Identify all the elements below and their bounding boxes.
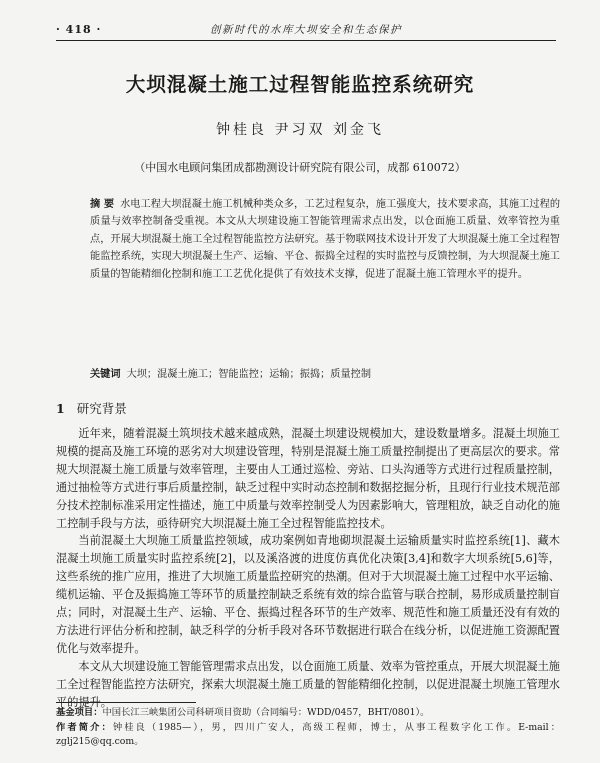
authors: 钟桂良 尹习双 刘金飞 [216,122,384,138]
author-text: 钟桂良（1985—），男，四川广安人，高级工程师，博士，从事工程数字化工作。E-mail：zglj215@qq.com。 [56,721,560,747]
keywords [90,366,560,383]
keywords-label: 关键词 [90,368,121,380]
abstract [90,196,560,283]
paragraph: 当前混凝土大坝施工质量监控领域，成功案例如青地砌坝混凝土运输质量实时监控系统[1]、藏木混凝土坝施工质量实时监控系统[2]，以及溪洛渡的进度仿真优化决策[3,4]和数字大坝系统[5,6]等，这些系统的推广应用，推进了大坝施工质量监控研究的热潮。但对于大坝混凝土施工过程中水平运输、缆机运输、平仓及振捣施工等环节的质量控制缺乏系统有效的综合监管与联合控制，易形成质量控制盲点；同时，对混凝土生产、运输、平仓、振捣过程各环节的生产效率、规范性和施工质量还没有有效的方法进行评估分析和控制，缺乏科学的分析手段对各环节数据进行联合在线分析，以促进施工资源配置优化与效率提升。 [56,534,560,655]
author-note [56,721,560,750]
paragraph: 本文从大坝建设施工智能管理需求点出发，以仓面施工质量、效率为管控重点，开展大坝混凝土施工全过程智能监控方法研究，探索大坝混凝土施工质量的智能精细化控制，以促进混凝土坝施工管理水平的提升。 [56,659,560,709]
section-title: 研究背景 [76,401,127,416]
section-heading [56,400,356,418]
affiliation: （中国水电顾问集团成都勘测设计研究院有限公司，成都 610072） [134,161,466,174]
author-label: 作者简介： [56,721,113,733]
paper-title: 大坝混凝土施工过程智能监控系统研究 [125,73,475,96]
keywords-text: 大坝；混凝土施工；智能监控；运输；振捣；质量控制 [126,369,372,380]
footnote-rule [56,702,196,703]
header-rule [56,40,556,41]
abstract-label: 摘 要 [90,198,115,210]
section-number: 1 [56,401,65,416]
fund-note [56,706,560,721]
fund-label: 基金项目： [56,707,103,718]
fund-text: 中国长江三峡集团公司科研项目资助（合同编号：WDD/0457，BHT/0801）。 [102,707,430,718]
section-body [56,425,560,712]
running-header [56,22,556,38]
paragraph: 近年来，随着混凝土筑坝技术越来越成熟，混凝土坝建设规模加大，建设数量增多。混凝土坝施工规模的提高及施工环境的恶劣对大坝建设管理，特别是混凝土施工质量控制提出了更高层次的要求。常规大坝混凝土施工质量与效率管理，主要由人工通过巡检、旁站、口头沟通等方式进行过程质量控制，通过抽检等方式进行事后质量控制，缺乏过程中实时动态控制和数据挖掘分析，且现行行业技术规范部分技术控制标准采用定性描述，施工中质量与效率控制受人为因素影响大，管理粗放，缺乏自动化的施工控制手段与方法，亟待研究大坝混凝土施工全过程智能监控技术。 [56,427,560,530]
footnotes [56,706,560,750]
journal-name: 创新时代的水库大坝安全和生态保护 [210,24,402,36]
abstract-text: 水电工程大坝混凝土施工机械种类众多，工艺过程复杂，施工强度大，技术要求高，其施工过程的质量与效率控制备受重视。本文从大坝建设施工智能管理需求点出发，以仓面施工质量、效率管控为重点，开展大坝混凝土施工全过程智能监控方法研究。基于物联网技术设计开发了大坝混凝土施工全过程智能监控系统，实现大坝混凝土生产、运输、平仓、振捣全过程的实时监控与反馈控制，为大坝混凝土施工质量的智能精细化控制和施工工艺优化提供了有效技术支撑，促进了混凝土施工管理水平的提升。 [90,199,561,280]
page-number: · 418 · [56,23,102,36]
